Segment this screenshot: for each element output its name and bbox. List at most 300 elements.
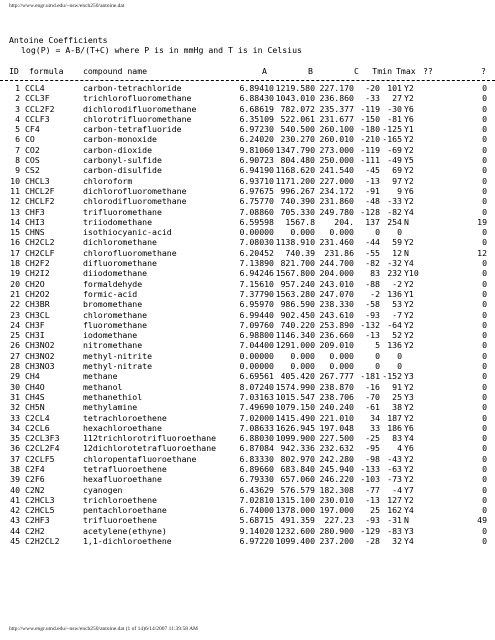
cell-b: 0.000: [290, 361, 315, 372]
cell-b: 1567.800: [275, 268, 315, 279]
cell-q2: 0: [482, 330, 487, 341]
cell-c: 0.000: [329, 227, 354, 238]
cell-q2: 0: [482, 474, 487, 485]
table-row: [0, 176, 495, 186]
cell-tmax: -2: [392, 278, 402, 289]
cell-q2: 0: [482, 237, 487, 248]
cell-tmin: -28: [365, 536, 380, 547]
cell-a: 5.68715: [239, 515, 274, 526]
cell-tmin: -77: [365, 484, 380, 495]
cell-q1: Y2: [404, 319, 414, 330]
cell-name: carbon-dioxide: [83, 144, 153, 155]
cell-q1: Y5: [404, 155, 414, 166]
cell-b: 1219.580: [275, 83, 315, 93]
cell-c: 250.000: [319, 155, 354, 166]
col-header-id: ID: [9, 66, 19, 76]
cell-a: 6.90723: [239, 155, 274, 166]
cell-tmax: -64: [387, 319, 402, 330]
cell-formula: CCL2F2: [25, 103, 55, 114]
cell-tmax: 83: [392, 433, 402, 444]
cell-b: 1378.000: [275, 505, 315, 516]
cell-q1: Y2: [404, 299, 414, 310]
cell-tmax: 254: [387, 216, 402, 227]
cell-formula: CS2: [25, 165, 40, 176]
cell-id: 24: [10, 319, 20, 330]
cell-a: 6.68619: [239, 103, 274, 114]
cell-tmin: 0: [375, 350, 380, 361]
cell-q2: 0: [482, 433, 487, 444]
cell-id: 17: [10, 247, 20, 258]
cell-formula: CH2F2: [25, 258, 50, 269]
cell-b: 821.700: [280, 258, 315, 269]
cell-c: 231.86: [324, 247, 354, 258]
cell-c: 240.240: [319, 402, 354, 413]
cell-b: 1291.000: [275, 340, 315, 351]
cell-a: 6.94190: [239, 165, 274, 176]
cell-tmax: -43: [387, 453, 402, 464]
cell-q2: 0: [482, 412, 487, 423]
cell-formula: CO2: [25, 144, 40, 155]
cell-formula: CH2O: [25, 278, 45, 289]
cell-b: 1232.600: [275, 525, 315, 536]
cell-id: 41: [10, 494, 20, 505]
cell-name: hexachloroethane: [83, 422, 162, 433]
cell-c: 227.500: [319, 433, 354, 444]
cell-q2: 0: [482, 371, 487, 382]
cell-c: 231.860: [319, 196, 354, 207]
cell-formula: CH2CLF: [25, 247, 55, 258]
cell-formula: CH3BR: [25, 299, 50, 310]
cell-a: 0.00000: [239, 350, 274, 361]
cell-a: 9.81060: [239, 144, 274, 155]
cell-tmin: -119: [360, 103, 380, 114]
cell-tmin: -103: [360, 474, 380, 485]
cell-b: 1168.620: [275, 165, 315, 176]
table-row: [0, 340, 495, 350]
cell-q2: 0: [482, 165, 487, 176]
cell-c: 247.070: [319, 288, 354, 299]
cell-b: 1043.010: [275, 93, 315, 104]
cell-tmax: -30: [387, 103, 402, 114]
cell-a: 6.97220: [239, 536, 274, 547]
cell-tmin: -2: [370, 288, 380, 299]
cell-name: tetrachloroethene: [83, 412, 167, 423]
cell-c: 246.220: [319, 474, 354, 485]
col-header-b: B: [308, 66, 313, 76]
cell-c: 209.010: [319, 340, 354, 351]
cell-tmin: -13: [365, 330, 380, 341]
cell-tmin: -45: [365, 165, 380, 176]
cell-name: cyanogen: [83, 484, 123, 495]
cell-tmin: -44: [365, 237, 380, 248]
cell-id: 2: [15, 93, 20, 104]
table-row: [0, 392, 495, 402]
cell-name: methyl-nitrite: [83, 350, 153, 361]
cell-q1: Y1: [404, 124, 414, 135]
cell-tmin: 0: [375, 227, 380, 238]
cell-name: tetrafluoroethene: [83, 463, 167, 474]
cell-tmin: -150: [360, 113, 380, 124]
cell-q2: 0: [482, 103, 487, 114]
cell-q1: Y2: [404, 453, 414, 464]
cell-formula: C2F4: [25, 463, 45, 474]
table-row: [0, 423, 495, 433]
page-footer: http://www.engr.umd.edu/~nsw/ench250/antoine.dat (1 of 14)6/14/2007 11:39:58 AM: [9, 626, 198, 632]
cell-b: 740.220: [280, 319, 315, 330]
cell-tmin: -129: [360, 525, 380, 536]
cell-formula: CHI3: [25, 216, 45, 227]
cell-q1: Y10: [404, 268, 419, 279]
cell-b: 491.359: [280, 515, 315, 526]
table-row: [0, 361, 495, 371]
cell-q1: Y4: [404, 206, 414, 217]
cell-q1: Y6: [404, 103, 414, 114]
cell-name: methanol: [83, 381, 123, 392]
table-row: [0, 526, 495, 536]
cell-tmax: 53: [392, 299, 402, 310]
cell-c: 238.870: [319, 381, 354, 392]
cell-b: 1626.945: [275, 422, 315, 433]
cell-a: 6.20452: [239, 247, 274, 258]
cell-b: 957.240: [280, 278, 315, 289]
cell-tmin: -61: [365, 402, 380, 413]
cell-b: 1567.8: [285, 216, 315, 227]
col-header-formula: formula: [29, 66, 64, 76]
cell-q1: Y2: [404, 175, 414, 186]
cell-b: 0.000: [290, 227, 315, 238]
col-header-q2: ?: [481, 66, 486, 76]
cell-a: 6.74000: [239, 505, 274, 516]
cell-q2: 0: [482, 361, 487, 372]
cell-name: carbon-tetrafluoride: [83, 124, 182, 135]
cell-c: 260.010: [319, 134, 354, 145]
cell-name: methane: [83, 371, 118, 382]
cell-tmax: -73: [387, 474, 402, 485]
cell-name: dichloromethane: [83, 237, 157, 248]
cell-tmax: 232: [387, 268, 402, 279]
cell-id: 45: [10, 536, 20, 547]
cell-b: 0.000: [290, 350, 315, 361]
table-row: [0, 237, 495, 247]
cell-c: 253.890: [319, 319, 354, 330]
cell-q2: 0: [482, 484, 487, 495]
table-row: [0, 165, 495, 175]
cell-q2: 0: [482, 309, 487, 320]
cell-a: 7.02000: [239, 412, 274, 423]
cell-q2: 0: [482, 422, 487, 433]
cell-tmax: 32: [392, 536, 402, 547]
cell-tmax: -49: [387, 155, 402, 166]
antoine-equation: log(P) = A-B/(T+C) where P is in mmHg and T is in Celsius: [21, 45, 302, 55]
cell-name: chlorotrifluoromethane: [83, 113, 192, 124]
cell-b: 802.970: [280, 453, 315, 464]
cell-tmin: -55: [365, 247, 380, 258]
cell-name: methyl-nitrate: [83, 361, 153, 372]
col-header-c: C: [354, 66, 359, 76]
cell-tmin: -119: [360, 144, 380, 155]
cell-a: 6.94246: [239, 268, 274, 279]
cell-q1: Y7: [404, 484, 414, 495]
cell-b: 1146.340: [275, 330, 315, 341]
cell-formula: C2CL2F4: [25, 443, 60, 454]
cell-c: 231.460: [319, 237, 354, 248]
cell-q1: Y3: [404, 525, 414, 536]
cell-b: 740.390: [280, 196, 315, 207]
cell-b: 986.590: [280, 299, 315, 310]
cell-tmax: 12: [392, 247, 402, 258]
cell-q2: 0: [482, 381, 487, 392]
table-row: [0, 258, 495, 268]
cell-c: 204.: [334, 216, 354, 227]
table-row: [0, 155, 495, 165]
cell-q1: Y2: [404, 474, 414, 485]
cell-name: trifluoromethane: [83, 206, 162, 217]
cell-name: formaldehyde: [83, 278, 143, 289]
cell-tmax: 9: [397, 185, 402, 196]
cell-q2: 0: [482, 453, 487, 464]
cell-formula: C2F6: [25, 474, 45, 485]
cell-name: pentachloroethane: [83, 505, 167, 516]
cell-formula: C2CLF5: [25, 453, 55, 464]
cell-id: 33: [10, 412, 20, 423]
cell-a: 7.13890: [239, 258, 274, 269]
cell-tmax: 136: [387, 340, 402, 351]
cell-formula: CH4S: [25, 391, 45, 402]
cell-tmin: -210: [360, 134, 380, 145]
table-row: [0, 104, 495, 114]
cell-id: 39: [10, 474, 20, 485]
cell-q2: 0: [482, 525, 487, 536]
cell-q1: Y3: [404, 371, 414, 382]
cell-a: 6.24020: [239, 134, 274, 145]
table-row: [0, 83, 495, 93]
cell-tmax: 162: [387, 505, 402, 516]
cell-tmin: -93: [365, 309, 380, 320]
cell-formula: C2H2CL2: [25, 536, 60, 547]
table-row: [0, 268, 495, 278]
cell-tmax: -7: [392, 309, 402, 320]
cell-c: 238.330: [319, 299, 354, 310]
cell-tmax: 38: [392, 402, 402, 413]
cell-tmax: 59: [392, 237, 402, 248]
cell-a: 6.59598: [239, 216, 274, 227]
cell-c: 242.280: [319, 453, 354, 464]
cell-tmax: 187: [387, 412, 402, 423]
cell-name: dichlorodifluoromethane: [83, 103, 197, 114]
cell-formula: CH4O: [25, 381, 45, 392]
cell-c: 237.200: [319, 536, 354, 547]
cell-formula: CO: [25, 134, 35, 145]
cell-q1: Y2: [404, 340, 414, 351]
cell-a: 7.49690: [239, 402, 274, 413]
cell-tmax: 0: [397, 350, 402, 361]
cell-tmin: -16: [365, 381, 380, 392]
cell-b: 705.330: [280, 206, 315, 217]
col-header-tmin: Tmin: [372, 66, 392, 76]
cell-q2: 0: [482, 93, 487, 104]
table-row: [0, 145, 495, 155]
cell-formula: CCLF3: [25, 113, 50, 124]
cell-a: 6.83330: [239, 453, 274, 464]
cell-id: 10: [10, 175, 20, 186]
table-row: [0, 279, 495, 289]
cell-b: 1099.400: [275, 536, 315, 547]
cell-a: 6.93710: [239, 175, 274, 186]
cell-name: nitromethane: [83, 340, 143, 351]
cell-formula: C2H2: [25, 525, 45, 536]
cell-name: chloroform: [83, 175, 133, 186]
cell-tmax: 127: [387, 494, 402, 505]
cell-id: 6: [15, 134, 20, 145]
cell-tmax: -4: [392, 484, 402, 495]
cell-q2: 0: [482, 268, 487, 279]
cell-tmax: -33: [387, 196, 402, 207]
cell-name: dichlorofluoromethane: [83, 185, 187, 196]
cell-q1: Y6: [404, 422, 414, 433]
cell-b: 1574.990: [275, 381, 315, 392]
cell-q2: 0: [482, 319, 487, 330]
cell-tmin: -111: [360, 155, 380, 166]
cell-q2: 12: [477, 247, 487, 258]
cell-tmax: -83: [387, 525, 402, 536]
cell-tmin: 34: [370, 412, 380, 423]
cell-q2: 0: [482, 505, 487, 516]
cell-b: 540.500: [280, 124, 315, 135]
cell-name: chloropentafluoroethane: [83, 453, 197, 464]
cell-name: chlorodifluoromethane: [83, 196, 187, 207]
cell-tmax: -63: [387, 463, 402, 474]
cell-q1: Y2: [404, 330, 414, 341]
cell-formula: CH3NO2: [25, 350, 55, 361]
cell-q1: Y6: [404, 113, 414, 124]
cell-a: 7.08860: [239, 206, 274, 217]
cell-a: 6.88030: [239, 433, 274, 444]
cell-c: 204.000: [319, 268, 354, 279]
cell-name: chloromethane: [83, 309, 148, 320]
cell-tmin: 5: [375, 340, 380, 351]
cell-a: 6.89410: [239, 83, 274, 93]
cell-formula: CCL3F: [25, 93, 50, 104]
cell-id: 4: [15, 113, 20, 124]
cell-a: 7.15610: [239, 278, 274, 289]
table-row: [0, 485, 495, 495]
cell-a: 6.95970: [239, 299, 274, 310]
cell-a: 7.09760: [239, 319, 274, 330]
cell-tmin: -98: [365, 453, 380, 464]
table-row: [0, 310, 495, 320]
cell-q2: 0: [482, 536, 487, 547]
cell-q1: Y2: [404, 165, 414, 176]
cell-formula: CHCL2F: [25, 185, 55, 196]
cell-b: 1563.280: [275, 288, 315, 299]
cell-id: 36: [10, 443, 20, 454]
cell-formula: CCL4: [25, 83, 45, 93]
table-row: [0, 93, 495, 103]
cell-c: 234.172: [319, 185, 354, 196]
cell-a: 8.07240: [239, 381, 274, 392]
cell-name: difluoromethane: [83, 258, 157, 269]
cell-formula: C2CL3F3: [25, 433, 60, 444]
cell-a: 6.98800: [239, 330, 274, 341]
cell-formula: CH2O2: [25, 288, 50, 299]
table-row: [0, 371, 495, 381]
cell-tmax: -32: [387, 258, 402, 269]
cell-q1: Y6: [404, 443, 414, 454]
table-row: [0, 402, 495, 412]
cell-c: 227.000: [319, 175, 354, 186]
cell-b: 782.072: [280, 103, 315, 114]
cell-tmin: -58: [365, 299, 380, 310]
cell-q1: Y4: [404, 433, 414, 444]
cell-id: 18: [10, 258, 20, 269]
cell-q2: 0: [482, 494, 487, 505]
cell-a: 7.03163: [239, 391, 274, 402]
cell-a: 6.79330: [239, 474, 274, 485]
cell-c: 227.170: [319, 83, 354, 93]
cell-a: 6.69561: [239, 371, 274, 382]
cell-id: 27: [10, 350, 20, 361]
cell-q2: 0: [482, 402, 487, 413]
cell-tmax: 91: [392, 381, 402, 392]
cell-name: iodomethane: [83, 330, 138, 341]
cell-c: 245.940: [319, 463, 354, 474]
cell-c: 236.660: [319, 330, 354, 341]
cell-id: 7: [15, 144, 20, 155]
cell-a: 6.35109: [239, 113, 274, 124]
cell-tmax: 52: [392, 330, 402, 341]
cell-q1: Y2: [404, 134, 414, 145]
table-row: [0, 217, 495, 227]
cell-formula: CHF3: [25, 206, 45, 217]
cell-a: 9.14020: [239, 525, 274, 536]
cell-c: 0.000: [329, 350, 354, 361]
cell-tmin: -91: [365, 185, 380, 196]
cell-c: 227.23: [324, 515, 354, 526]
cell-tmin: 0: [375, 361, 380, 372]
cell-q2: 0: [482, 340, 487, 351]
cell-id: 44: [10, 525, 20, 536]
cell-a: 0.00000: [239, 227, 274, 238]
cell-id: 37: [10, 453, 20, 464]
cell-q1: Y2: [404, 196, 414, 207]
cell-tmax: -81: [387, 113, 402, 124]
cell-q1: Y2: [404, 463, 414, 474]
compound-table: [0, 83, 495, 546]
cell-q1: Y6: [404, 185, 414, 196]
cell-tmin: 25: [370, 505, 380, 516]
cell-a: 6.99440: [239, 309, 274, 320]
cell-tmax: 4: [397, 443, 402, 454]
table-row: [0, 474, 495, 484]
cell-id: 30: [10, 381, 20, 392]
cell-q2: 0: [482, 144, 487, 155]
table-row: [0, 289, 495, 299]
cell-b: 522.061: [280, 113, 315, 124]
cell-id: 13: [10, 206, 20, 217]
cell-tmin: -88: [365, 278, 380, 289]
cell-tmin: 83: [370, 268, 380, 279]
cell-formula: C2HCL5: [25, 505, 55, 516]
cell-name: 112trichlorotrifluoroethane: [83, 433, 217, 444]
cell-id: 21: [10, 288, 20, 299]
cell-id: 40: [10, 484, 20, 495]
cell-name: methylamine: [83, 402, 138, 413]
cell-c: 243.010: [319, 278, 354, 289]
cell-b: 1079.150: [275, 402, 315, 413]
cell-a: 6.43629: [239, 484, 274, 495]
cell-q2: 0: [482, 443, 487, 454]
cell-formula: CH2CL2: [25, 237, 55, 248]
